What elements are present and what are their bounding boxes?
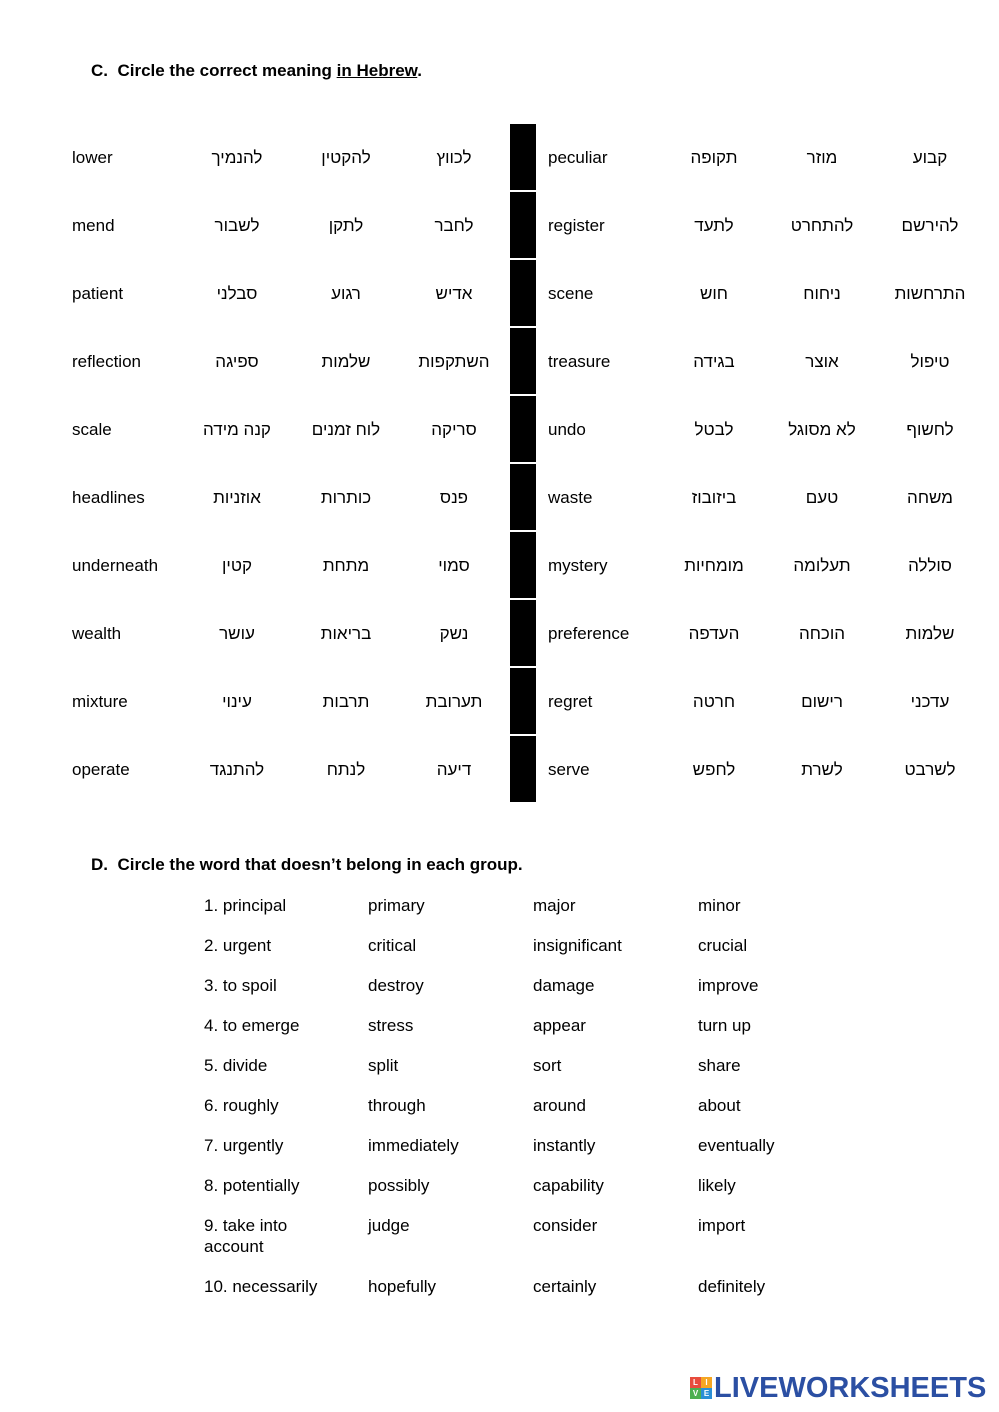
hebrew-option-left[interactable]: להתנגד (209, 760, 265, 779)
word-group-row (0, 896, 999, 945)
liveworksheets-logo (690, 1372, 986, 1404)
english-word-left: underneath (72, 556, 159, 575)
hebrew-option-left[interactable]: קנה מידה (203, 420, 271, 439)
word-group-option[interactable]: destroy (368, 976, 424, 995)
english-word-right: treasure (548, 352, 611, 371)
hebrew-option-left[interactable]: בריאות (320, 624, 372, 643)
hebrew-option-left[interactable]: דיעה (436, 760, 472, 779)
word-group-option[interactable]: damage (533, 976, 595, 995)
section-d-title (91, 855, 523, 875)
vocab-row (0, 260, 999, 328)
hebrew-option-right[interactable]: לחשוף (906, 420, 954, 439)
hebrew-option-right[interactable]: קבוע (912, 148, 948, 167)
word-group-option[interactable]: certainly (533, 1277, 597, 1296)
vocab-row (0, 124, 999, 192)
hebrew-option-left[interactable]: כותרות (320, 488, 372, 507)
word-group-option[interactable]: about (698, 1096, 741, 1115)
divider-bar-segment (510, 396, 536, 462)
english-word-left: lower (72, 148, 113, 167)
word-group-option[interactable]: split (368, 1056, 399, 1075)
word-group-option[interactable]: turn up (698, 1016, 751, 1035)
hebrew-option-right[interactable]: לשרת (801, 760, 843, 779)
hebrew-option-left[interactable]: שלמות (321, 352, 371, 371)
hebrew-option-right[interactable]: מומחיות (684, 556, 744, 575)
word-group-row (0, 1277, 999, 1326)
word-group-option[interactable]: improve (698, 976, 759, 995)
word-group-row (0, 1056, 999, 1105)
divider-bar-segment (510, 736, 536, 802)
english-word-left: scale (72, 420, 112, 439)
hebrew-option-right[interactable]: לתעד (694, 216, 734, 235)
word-group-option[interactable]: share (698, 1056, 741, 1075)
word-group-lead-word[interactable]: 3. to spoil (204, 976, 277, 995)
logo-mark-tile: I (701, 1377, 712, 1388)
english-word-left: mixture (72, 692, 128, 711)
hebrew-option-left[interactable]: תרבות (322, 692, 370, 711)
hebrew-option-left[interactable]: עושר (219, 624, 255, 643)
divider-bar-segment (510, 600, 536, 666)
hebrew-option-left[interactable]: אדיש (435, 284, 473, 303)
english-word-right: waste (548, 488, 593, 507)
word-group-option[interactable]: sort (533, 1056, 562, 1075)
hebrew-option-right[interactable]: סוללה (908, 556, 952, 575)
hebrew-option-left[interactable]: סמוי (438, 556, 470, 575)
word-group-lead-word[interactable]: 1. principal (204, 896, 287, 915)
hebrew-option-left[interactable]: להקטין (321, 148, 371, 167)
hebrew-option-right[interactable]: אוצר (805, 352, 839, 371)
word-group-row (0, 1096, 999, 1145)
english-word-right: undo (548, 420, 586, 439)
hebrew-option-left[interactable]: לוח זמנים (311, 420, 381, 439)
hebrew-option-right[interactable]: תעלומה (793, 556, 851, 575)
hebrew-option-right[interactable]: להתחרט (790, 216, 854, 235)
section-c-title-end: . (417, 61, 422, 80)
hebrew-option-left[interactable]: מתחת (322, 556, 370, 575)
hebrew-option-left[interactable]: פנס (439, 488, 469, 507)
divider-bar-segment (510, 124, 536, 190)
english-word-left: headlines (72, 488, 145, 507)
section-c-title (91, 61, 422, 81)
section-c-letter: C. (91, 61, 108, 80)
hebrew-option-right[interactable]: לחפש (692, 760, 736, 779)
section-c-title-underlined: in Hebrew (336, 61, 418, 80)
hebrew-option-right[interactable]: לא מסוגל (788, 420, 856, 439)
english-word-left: reflection (72, 352, 141, 371)
hebrew-option-right[interactable]: טיפול (910, 352, 950, 371)
hebrew-option-right[interactable]: לשרבט (904, 760, 956, 779)
english-word-left: mend (72, 216, 115, 235)
hebrew-option-right[interactable]: להירשם (901, 216, 959, 235)
vocab-row (0, 396, 999, 464)
word-group-option[interactable]: instantly (533, 1136, 596, 1155)
hebrew-option-left[interactable]: לנתח (326, 760, 366, 779)
hebrew-option-left[interactable]: השתקפות (418, 352, 490, 371)
hebrew-option-left[interactable]: להנמיך (211, 148, 263, 167)
word-group-option[interactable]: consider (533, 1216, 598, 1235)
hebrew-option-left[interactable]: אוזניות (213, 488, 261, 507)
vocab-row (0, 328, 999, 396)
divider-bar-segment (510, 260, 536, 326)
hebrew-option-right[interactable]: הוכחה (798, 624, 846, 643)
vocab-row (0, 600, 999, 668)
word-group-option[interactable]: major (533, 896, 576, 915)
divider-bar-segment (510, 668, 536, 734)
word-group-option[interactable]: likely (698, 1176, 736, 1195)
english-word-right: serve (548, 760, 590, 779)
word-group-row (0, 976, 999, 1025)
hebrew-option-left[interactable]: סריקה (431, 420, 477, 439)
english-word-right: mystery (548, 556, 608, 575)
vocab-row (0, 668, 999, 736)
word-group-lead-word[interactable]: 5. divide (204, 1056, 268, 1075)
word-group-option[interactable]: immediately (368, 1136, 459, 1155)
hebrew-option-left[interactable]: לתקן (328, 216, 364, 235)
hebrew-option-right[interactable]: טעם (805, 488, 839, 507)
divider-bar-segment (510, 464, 536, 530)
word-group-option[interactable]: insignificant (533, 936, 622, 955)
word-group-option[interactable]: hopefully (368, 1277, 437, 1296)
hebrew-option-right[interactable]: שלמות (905, 624, 955, 643)
hebrew-option-left[interactable]: נשק (439, 624, 469, 643)
hebrew-option-left[interactable]: לחבר (434, 216, 474, 235)
word-group-option[interactable]: capability (533, 1176, 604, 1195)
word-group-option[interactable]: minor (698, 896, 741, 915)
divider-bar-segment (510, 328, 536, 394)
word-group-lead-word[interactable]: 9. take into account (204, 1216, 288, 1256)
hebrew-option-right[interactable]: ניחוח (803, 284, 841, 303)
hebrew-option-left[interactable]: לכווץ (436, 148, 472, 167)
section-d-title-text: Circle the word that doesn’t belong in each group. (117, 855, 523, 874)
english-word-right: regret (548, 692, 593, 711)
english-word-left: operate (72, 760, 130, 779)
vocab-row (0, 532, 999, 600)
hebrew-option-right[interactable]: לבטל (694, 420, 734, 439)
liveworksheets-logo-text: LIVEWORKSHEETS (714, 1371, 987, 1404)
hebrew-option-left[interactable]: רגוע (331, 284, 361, 303)
word-group-option[interactable]: definitely (698, 1277, 766, 1296)
word-group-lead-word[interactable]: 10. necessarily (204, 1277, 318, 1296)
hebrew-option-right[interactable]: מוזר (806, 148, 838, 167)
word-group-row (0, 1176, 999, 1225)
divider-bar-segment (510, 192, 536, 258)
word-group-option[interactable]: appear (533, 1016, 586, 1035)
word-group-option[interactable]: around (533, 1096, 586, 1115)
liveworksheets-logo-mark-icon (690, 1377, 712, 1399)
english-word-right: scene (548, 284, 594, 303)
hebrew-option-right[interactable]: חוש (699, 284, 728, 303)
word-group-option[interactable]: critical (368, 936, 417, 955)
hebrew-option-right[interactable]: ביזובוז (691, 488, 737, 507)
section-c-title-text: Circle the correct meaning (117, 61, 337, 80)
word-group-option[interactable]: judge (368, 1216, 410, 1235)
hebrew-option-right[interactable]: העדפה (688, 624, 740, 643)
english-word-right: preference (548, 624, 630, 643)
english-word-left: patient (72, 284, 124, 303)
word-group-row (0, 1016, 999, 1065)
word-group-option[interactable]: possibly (368, 1176, 430, 1195)
vocab-row (0, 464, 999, 532)
hebrew-option-right[interactable]: חרטה (692, 692, 736, 711)
hebrew-option-left[interactable]: לשבור (214, 216, 260, 235)
section-d-letter: D. (91, 855, 108, 874)
hebrew-option-right[interactable]: עדכני (910, 692, 950, 711)
word-group-lead-word[interactable]: 4. to emerge (204, 1016, 300, 1035)
english-word-left: wealth (72, 624, 122, 643)
hebrew-option-right[interactable]: משחה (907, 488, 953, 507)
divider-bar-segment (510, 532, 536, 598)
hebrew-option-left[interactable]: קטין (222, 556, 252, 575)
logo-mark-tile: L (690, 1377, 701, 1388)
word-group-option[interactable]: eventually (698, 1136, 775, 1155)
word-group-option[interactable]: through (368, 1096, 426, 1115)
hebrew-option-right[interactable]: רישום (801, 692, 843, 711)
section-c-vocabulary-table (0, 124, 999, 812)
english-word-right: peculiar (548, 148, 608, 167)
word-group-row (0, 1136, 999, 1185)
word-group-row (0, 936, 999, 985)
hebrew-option-left[interactable]: סבלני (216, 284, 258, 303)
word-group-row (0, 1216, 999, 1265)
hebrew-option-left[interactable]: ספיגה (215, 352, 259, 371)
hebrew-option-right[interactable]: התרחשות (894, 284, 966, 303)
hebrew-option-right[interactable]: תקופה (690, 148, 738, 167)
word-group-lead-word[interactable]: 8. potentially (204, 1176, 300, 1195)
word-group-lead-word[interactable]: 6. roughly (204, 1096, 279, 1115)
logo-mark-tile: E (701, 1388, 712, 1399)
word-group-option[interactable]: primary (368, 896, 425, 915)
hebrew-option-left[interactable]: תערובת (425, 692, 483, 711)
word-group-option[interactable]: import (698, 1216, 746, 1235)
hebrew-option-right[interactable]: בגידה (693, 352, 735, 371)
vocab-row (0, 192, 999, 260)
vocab-row (0, 736, 999, 804)
english-word-right: register (548, 216, 605, 235)
hebrew-option-left[interactable]: עינוי (222, 692, 252, 711)
logo-mark-tile: V (690, 1388, 701, 1399)
word-group-lead-word[interactable]: 7. urgently (204, 1136, 284, 1155)
word-group-option[interactable]: crucial (698, 936, 748, 955)
word-group-option[interactable]: stress (368, 1016, 414, 1035)
word-group-lead-word[interactable]: 2. urgent (204, 936, 272, 955)
